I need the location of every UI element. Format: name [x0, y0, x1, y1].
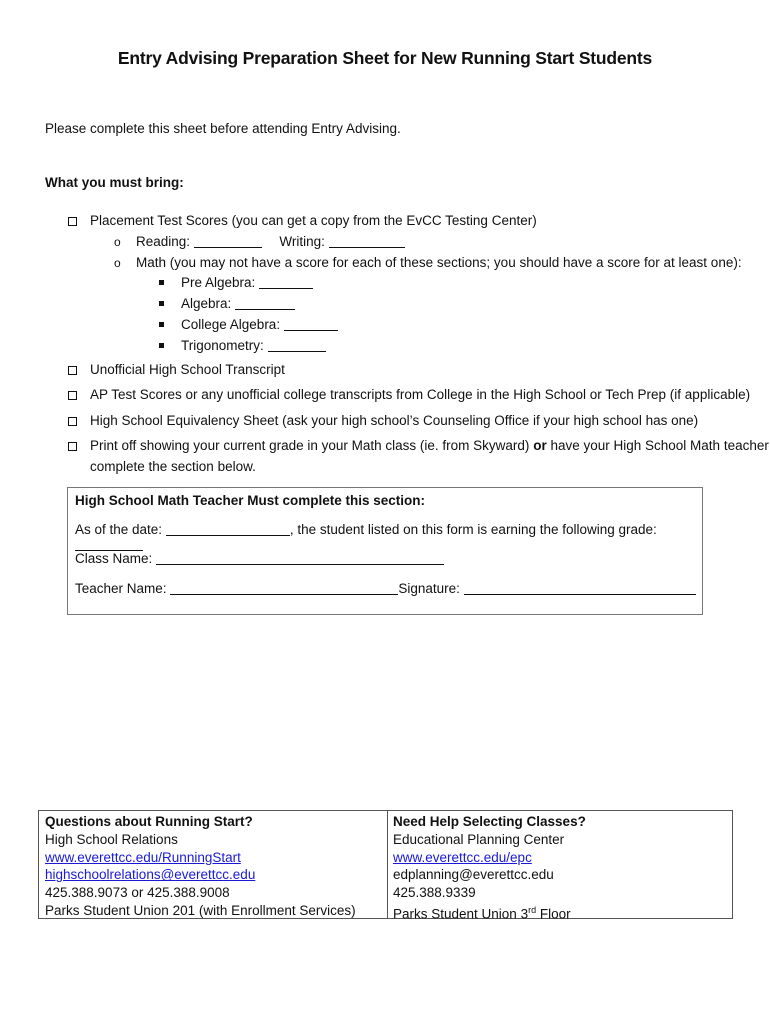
checklist-equivalency: High School Equivalency Sheet (ask your high school’s Counseling Office if your high school has one)	[90, 413, 699, 428]
running-start-phone: 425.388.9073 or 425.388.9008	[45, 885, 230, 901]
math-item-algebra	[181, 296, 295, 311]
writing-blank[interactable]	[329, 235, 405, 248]
checklist-placement: Placement Test Scores (you can get a copy from the EvCC Testing Center)	[90, 213, 537, 228]
square-bullet-icon	[159, 343, 164, 348]
math-item-label: Trigonometry:	[181, 338, 264, 353]
printoff-text-2: have your High School Math teacher	[550, 438, 769, 453]
square-bullet-icon	[159, 301, 164, 306]
trigonometry-blank[interactable]	[268, 339, 326, 352]
checkbox-equivalency[interactable]	[68, 417, 77, 426]
checkbox-placement[interactable]	[68, 217, 77, 226]
writing-label: Writing:	[279, 234, 325, 249]
planning-center-email: edplanning@everettcc.edu	[393, 867, 554, 883]
printoff-text: Print off showing your current grade in your Math class (ie. from Skyward)	[90, 438, 530, 453]
teacher-name-row	[75, 581, 696, 596]
teacher-name-blank[interactable]	[170, 582, 398, 595]
math-item-label: Algebra:	[181, 296, 232, 311]
intro-text: Please complete this sheet before attending Entry Advising.	[45, 121, 401, 136]
page-title: Entry Advising Preparation Sheet for New Running Start Students	[117, 48, 653, 68]
date-blank[interactable]	[166, 523, 290, 536]
class-name-label: Class Name:	[75, 551, 153, 566]
grade-blank[interactable]	[75, 538, 143, 551]
square-bullet-icon	[159, 322, 164, 327]
math-item-pre-algebra	[181, 275, 313, 290]
math-item-trigonometry	[181, 338, 326, 353]
signature-label: Signature:	[398, 581, 460, 596]
planning-center-office: Educational Planning Center	[393, 831, 565, 847]
running-start-website-link[interactable]: www.everettcc.edu/RunningStart	[45, 849, 241, 865]
as-of-row	[75, 522, 702, 552]
location-prefix: Parks Student Union 3	[393, 906, 529, 922]
planning-center-phone: 425.388.9339	[393, 885, 476, 901]
as-of-label: As of the date:	[75, 522, 163, 537]
circle-bullet-icon: o	[114, 256, 121, 270]
as-of-mid: , the student listed on this form is earning the following grade:	[289, 522, 657, 537]
planning-center-contact	[393, 813, 586, 923]
math-item-label: Pre Algebra:	[181, 275, 256, 290]
algebra-blank[interactable]	[235, 297, 295, 310]
table-divider	[387, 811, 388, 918]
checklist-ap-scores: AP Test Scores or any unofficial college transcripts from College in the High School or Tech Prep (if applicable)	[90, 387, 751, 402]
checklist-printoff-line2: complete the section below.	[90, 459, 256, 474]
running-start-contact	[45, 813, 356, 920]
class-name-blank[interactable]	[156, 552, 444, 565]
planning-center-heading: Need Help Selecting Classes?	[393, 814, 586, 829]
reading-blank[interactable]	[194, 235, 262, 248]
teacher-section-heading: High School Math Teacher Must complete this section:	[75, 493, 426, 508]
bring-heading: What you must bring:	[45, 175, 184, 190]
running-start-location: Parks Student Union 201 (with Enrollment Services)	[45, 902, 356, 918]
running-start-email-link[interactable]: highschoolrelations@everettcc.edu	[45, 867, 256, 883]
reading-label: Reading:	[136, 234, 191, 249]
math-item-college-algebra	[181, 317, 338, 332]
checkbox-ap-scores[interactable]	[68, 391, 77, 400]
checkbox-printoff[interactable]	[68, 442, 77, 451]
reading-row	[136, 234, 405, 249]
circle-bullet-icon: o	[114, 235, 121, 249]
teacher-name-label: Teacher Name:	[75, 581, 167, 596]
class-name-row	[75, 551, 444, 566]
running-start-office: High School Relations	[45, 831, 178, 847]
printoff-or: or	[533, 438, 547, 453]
location-sup: rd	[528, 904, 537, 915]
teacher-section	[67, 487, 703, 615]
checklist-transcript: Unofficial High School Transcript	[90, 362, 285, 377]
signature-blank[interactable]	[464, 582, 696, 595]
checklist-printoff	[90, 438, 769, 453]
planning-center-website-link[interactable]: www.everettcc.edu/epc	[393, 849, 532, 865]
college-algebra-blank[interactable]	[284, 318, 338, 331]
pre-algebra-blank[interactable]	[259, 276, 313, 289]
contact-table	[38, 810, 733, 922]
planning-center-location	[393, 902, 586, 923]
square-bullet-icon	[159, 280, 164, 285]
checkbox-transcript[interactable]	[68, 366, 77, 375]
location-suffix: Floor	[536, 906, 571, 922]
math-item-label: College Algebra:	[181, 317, 281, 332]
math-label: Math (you may not have a score for each of these sections; you should have a score for at least one):	[136, 255, 742, 270]
running-start-heading: Questions about Running Start?	[45, 814, 253, 829]
